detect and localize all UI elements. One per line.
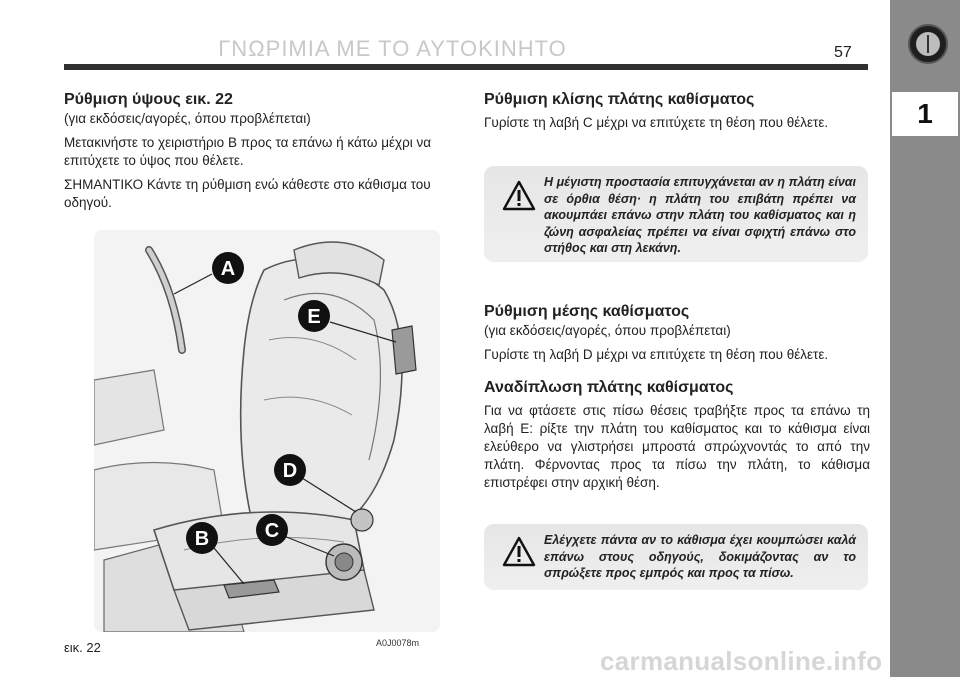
recline-heading: Ρύθμιση κλίσης πλάτης καθίσματος: [484, 91, 755, 108]
important-note: ΣΗΜΑΝΤΙΚΟ Κάντε τη ρύθμιση ενώ κάθεστε στο κάθισμα του οδηγού.: [64, 177, 431, 210]
warning-box-recline: [484, 166, 868, 262]
height-adjust-note: (για εκδόσεις/αγορές, όπου προβλέπεται): [64, 111, 311, 126]
figure-code: A0J0078m: [376, 638, 420, 648]
lumbar-text: Γυρίστε τη λαβή D μέχρι να επιτύχετε τη θέση που θέλετε.: [484, 347, 829, 362]
warning-text-recline: Η μέγιστη προστασία επιτυγχάνεται αν η πλάτη είναι σε όρθια θέση· η πλάτη του επιβάτη πρέπει να ακουμπάει επάνω στην πλάτη του καθίσματος και η ζώνη ασφαλείας πρέπει να είναι σφιχτή επάνω στο στήθος και στη λεκάνη.: [544, 175, 856, 255]
lumbar-heading: Ρύθμιση μέσης καθίσματος: [484, 303, 690, 320]
right-column: [484, 90, 870, 132]
lumbar-section: [484, 302, 870, 364]
fold-section: [484, 378, 870, 492]
page-number: 57: [834, 44, 852, 61]
height-adjust-text: Μετακινήστε το χειριστήριο B προς τα επάνω ή κάτω μέχρι να επιτύχετε το ύψος που θέλετε.: [64, 135, 432, 168]
fold-heading: Αναδίπλωση πλάτης καθίσματος: [484, 379, 734, 396]
warning-triangle-icon: [502, 536, 536, 568]
label-a: A: [220, 258, 236, 280]
label-c: C: [264, 520, 280, 542]
fold-text: Για να φτάσετε στις πίσω θέσεις τραβήξτε προς τα επάνω τη λαβή E: ρίξτε την πλάτη του καθίσματος και το κάθισμα είναι ελεύθερο να γλιστρήσει μπροστά σπρώχνοντάς το από την πλάτη. Φέρνοντας προς τα πίσω την πλάτη, το κάθισμα επιστρέφει στην αρχική θέση.: [484, 403, 870, 490]
page-header-title: ΓΝΩΡΙΜΙΑ ΜΕ ΤΟ ΑΥΤΟΚΙΝΗΤΟ: [218, 36, 567, 61]
figure-caption: εικ. 22: [64, 640, 101, 655]
chapter-tab: 1: [892, 92, 958, 136]
label-e: E: [307, 306, 321, 328]
label-b: B: [194, 528, 210, 550]
watermark: carmanualsonline.info: [600, 646, 883, 676]
left-column: [64, 90, 462, 212]
seat-illustration: [94, 230, 440, 632]
warning-box-rails: [484, 524, 868, 590]
label-d: D: [282, 460, 298, 482]
lumbar-note: (για εκδόσεις/αγορές, όπου προβλέπεται): [484, 323, 731, 338]
warning-text-rails: Ελέγχετε πάντα αν το κάθισμα έχει κουμπώσει καλά επάνω στους οδηγούς, δοκιμάζοντας αν το σπρώξετε προς εμπρός και προς τα πίσω.: [544, 533, 856, 580]
seat-drawing: [94, 230, 440, 632]
recline-text: Γυρίστε τη λαβή C μέχρι να επιτύχετε τη θέση που θέλετε.: [484, 115, 829, 130]
warning-triangle-icon: [502, 180, 536, 212]
height-adjust-heading: Ρύθμιση ύψους εικ. 22: [64, 91, 233, 108]
header-rule: [64, 64, 868, 70]
brand-logo-icon: [908, 24, 948, 64]
